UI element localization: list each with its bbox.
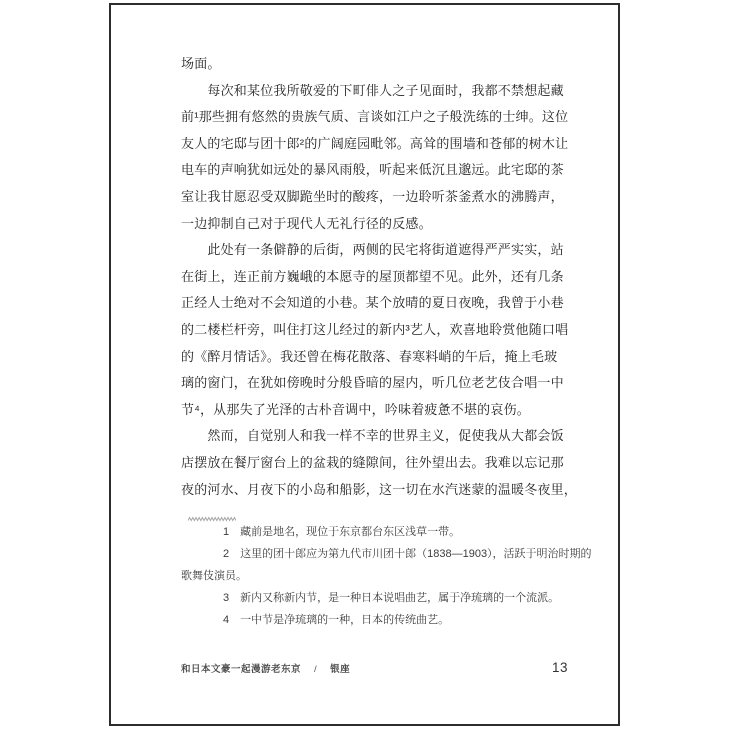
footnotes (181, 521, 592, 631)
text-line: 店摆放在餐厅窗台上的盆栽的缝隙间，往外望出去。我难以忘记那 (181, 454, 564, 470)
book-title: 和日本文豪一起漫游老东京 (181, 664, 302, 675)
text-line: 一边抑制自己对于现代人无礼行径的反感。 (181, 215, 432, 231)
paragraph (181, 237, 569, 423)
text-line: 正经人士绝对不会知道的小巷。某个放晴的夏日夜晚，我曾于小巷 (181, 295, 564, 311)
text-line: 场面。 (181, 56, 221, 71)
text-line: 室让我甘愿忍受双脚跪坐时的酸疼，一边聆听茶釜煮水的沸腾声， (181, 188, 564, 204)
chapter-title: 银座 (330, 664, 351, 675)
text-line: 此处有一条僻静的后街，两侧的民宅将街道遮得严严实实，站 (181, 242, 564, 258)
text-line: 的《醉月情话》。我还曾在梅花散落、春寒料峭的午后，掩上毛玻 (181, 348, 558, 364)
text-line: 电车的声响犹如远处的暴风雨般，听起来低沉且邈远。此宅邸的茶 (181, 162, 564, 178)
text-line: 在街上，连正前方巍峨的本愿寺的屋顶都望不见。此外，还有几条 (181, 268, 564, 284)
paragraph (181, 78, 569, 238)
page-footer (181, 660, 568, 675)
text-line: 每次和某位我所敬爱的下町俳人之子见面时，我都不禁想起藏 (181, 82, 564, 98)
footnote-line: 4 一中节是净琉璃的一种，日本的传统曲艺。 (223, 614, 450, 626)
footnote (181, 609, 573, 631)
text-line: 节⁴，从那失了光泽的古朴音调中，吟味着疲惫不堪的哀伤。 (181, 401, 530, 417)
text-line: 夜的河水、月夜下的小岛和船影，这一切在水汽迷蒙的温暖冬夜里， (181, 481, 578, 497)
paragraph (181, 51, 561, 78)
body-text (181, 51, 578, 503)
text-line: 友人的宅邸与团十郎²的广阔庭园毗邻。高耸的围墙和苍郁的树木让 (181, 135, 569, 151)
footnote-line: 歌舞伎演员。 (181, 570, 247, 582)
text-line: 的二楼栏杆旁，叫住打这儿经过的新内³艺人，欢喜地聆赏他随口唱 (181, 321, 569, 337)
running-title (181, 661, 350, 675)
text-line: 然而，自觉别人和我一样不幸的世界主义，促使我从大都会饭 (181, 428, 564, 444)
book-page (109, 3, 620, 726)
footnote-line: 2 这里的团十郎应为第九代市川团十郎（1838—1903），活跃于明治时期的 (223, 548, 592, 560)
footer-slash: / (314, 664, 318, 675)
footnote (181, 543, 592, 587)
text-line: 前¹那些拥有悠然的贵族气质、言谈如江户之子般洗练的士绅。这位 (181, 109, 569, 125)
footnote (181, 521, 573, 543)
paragraph (181, 423, 578, 503)
footnote (181, 587, 573, 609)
footnote-line: 3 新内又称新内节，是一种日本说唱曲艺，属于净琉璃的一个流派。 (223, 592, 560, 604)
text-line: 璃的窗门，在犹如傍晚时分般昏暗的屋内，听几位老艺伎合唱一中 (181, 375, 564, 391)
footnote-line: 1 藏前是地名，现位于东京都台东区浅草一带。 (223, 526, 461, 538)
page-number: 13 (551, 660, 568, 675)
